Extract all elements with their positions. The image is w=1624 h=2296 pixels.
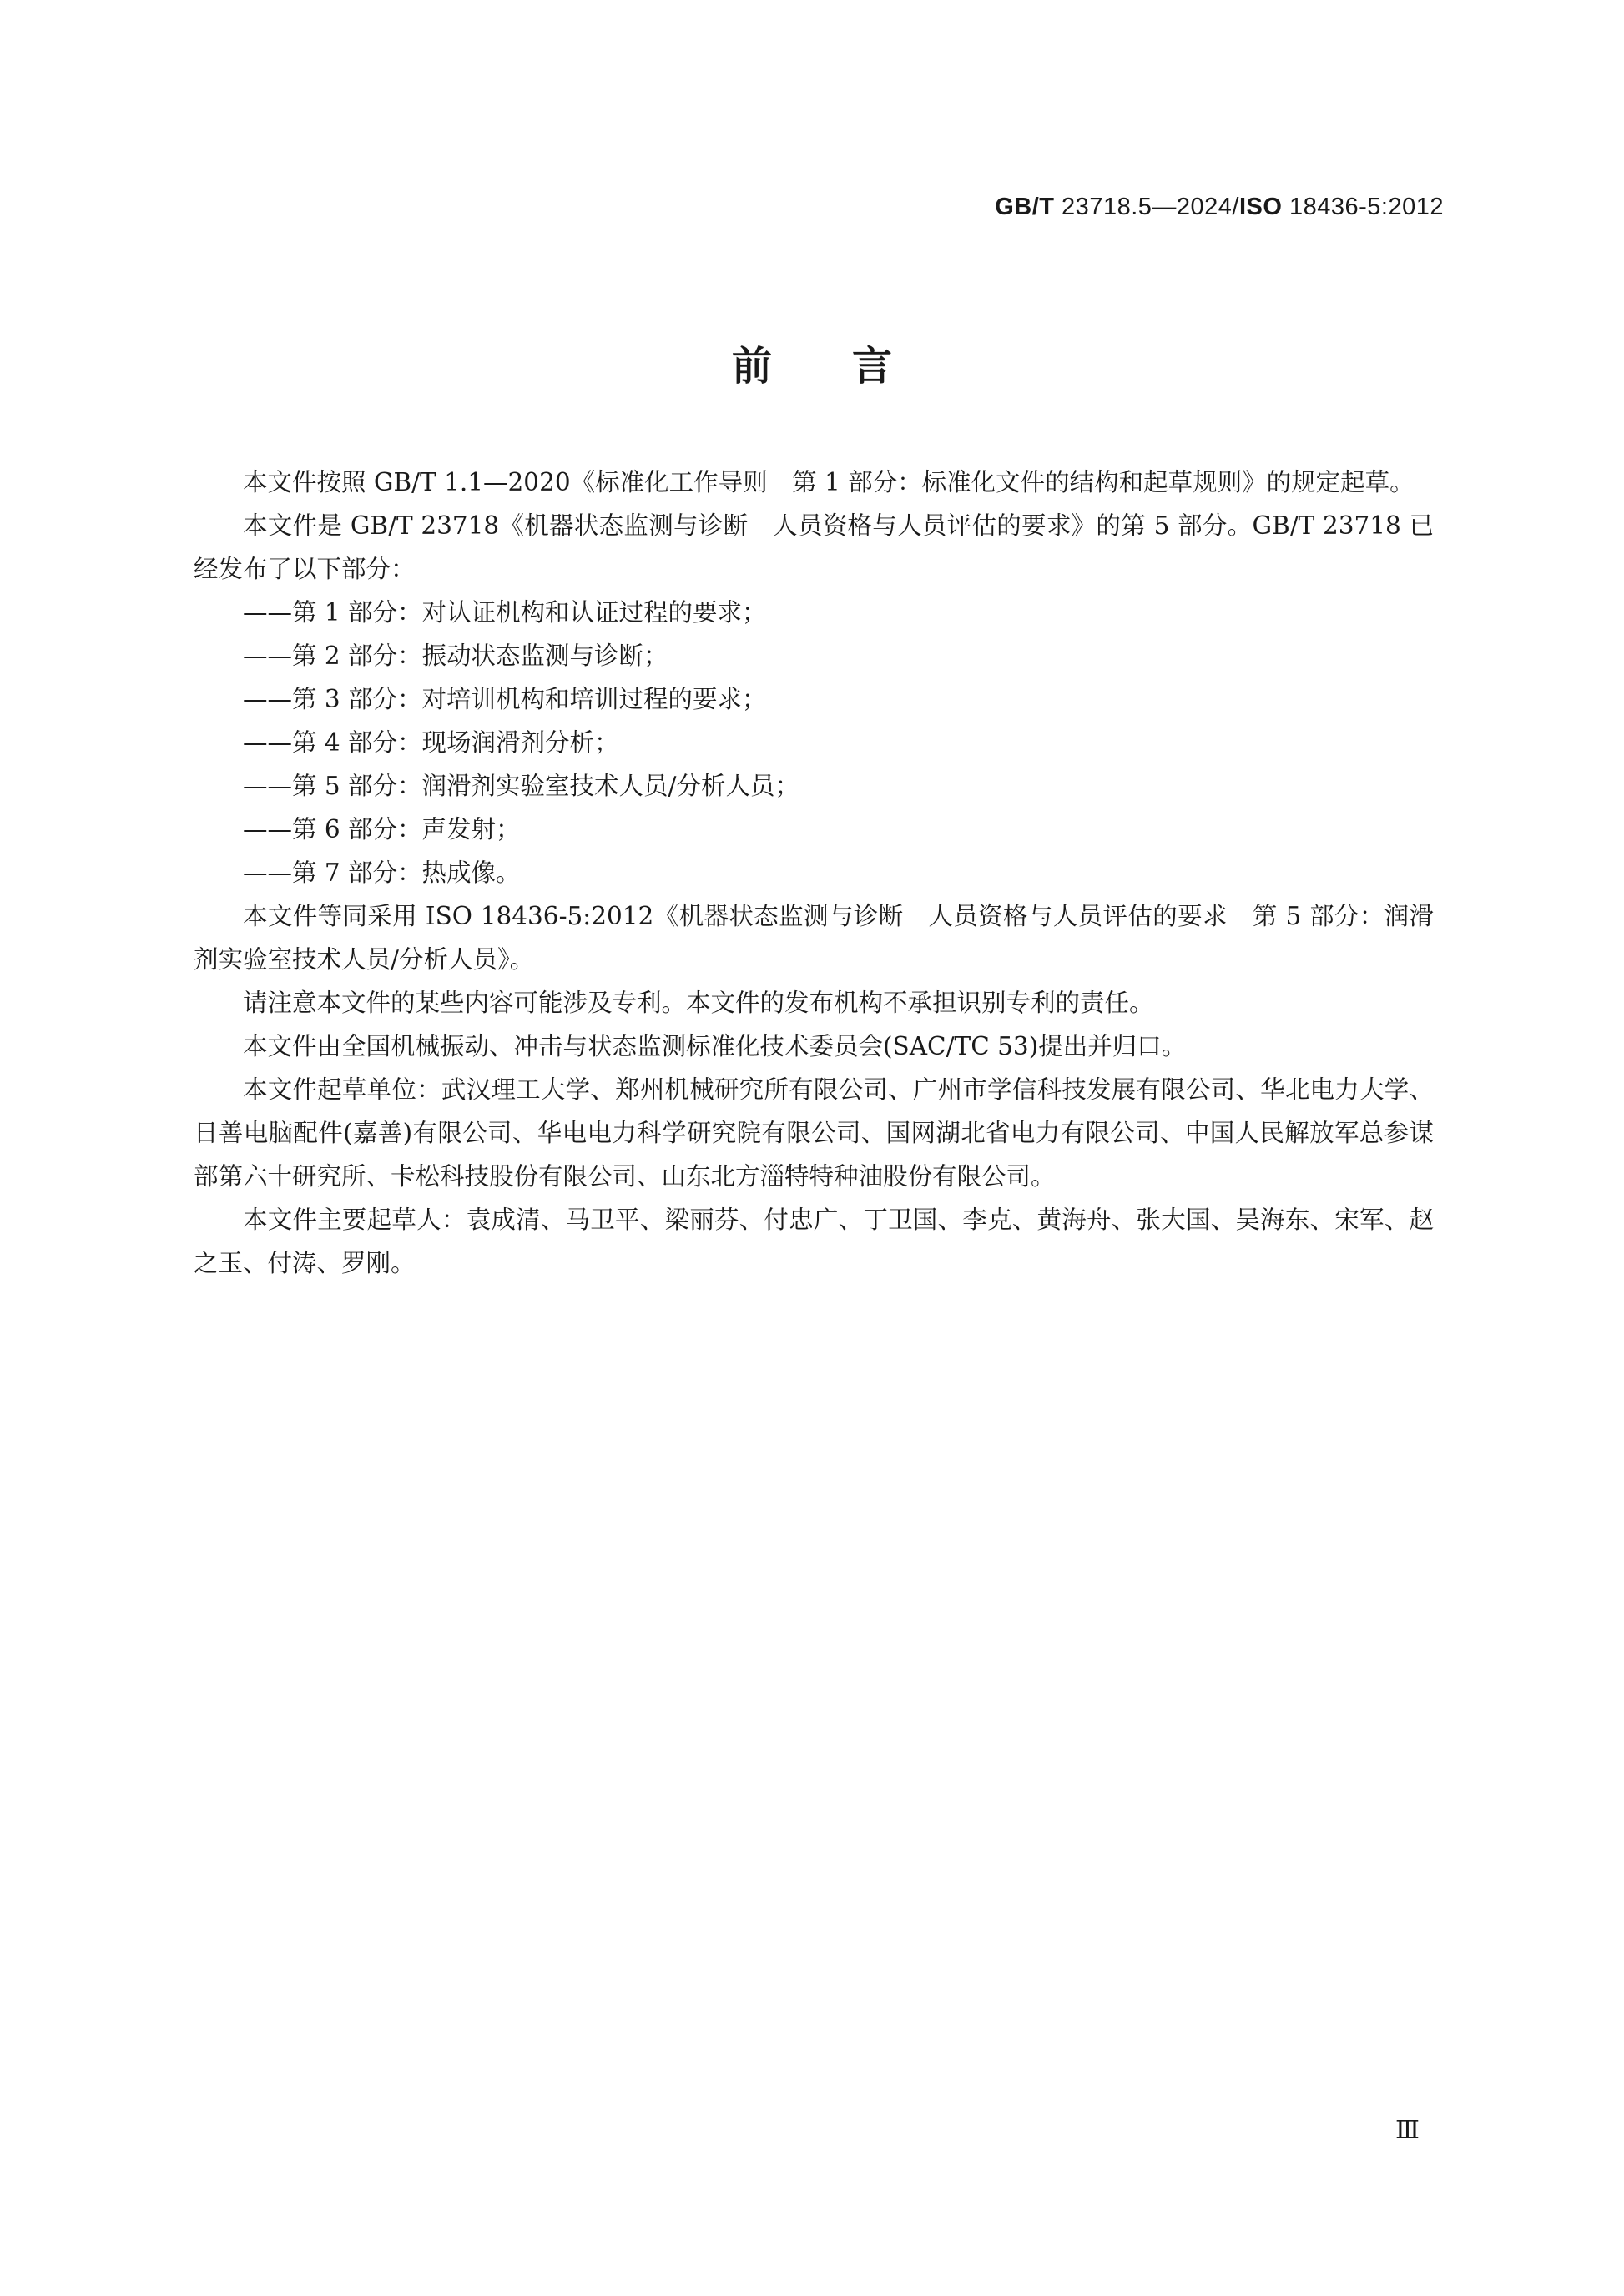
paragraph-series-intro: 本文件是 GB/T 23718《机器状态监测与诊断 人员资格与人员评估的要求》的第 5 部分。GB/T 23718 已经发布了以下部分： [194, 511, 1434, 583]
page-title: 前言 [731, 343, 972, 390]
paragraph-drafting-units: 本文件起草单位：武汉理工大学、郑州机械研究所有限公司、广州市学信科技发展有限公司、华北电力大学、日善电脑配件(嘉善)有限公司、华电电力科学研究院有限公司、国网湖北省电力有限公司、中国人民解放军总参谋部第六十研究所、卡松科技股份有限公司、山东北方淄特特种油股份有限公司。 [194, 1075, 1434, 1191]
list-item-part-5: ——第 5 部分：润滑剂实验室技术人员/分析人员； [243, 772, 799, 800]
paragraph-iso-equivalence: 本文件等同采用 ISO 18436-5:2012《机器状态监测与诊断 人员资格与人员评估的要求 第 5 部分：润滑剂实验室技术人员/分析人员》。 [194, 902, 1434, 974]
iso-prefix: ISO [1238, 194, 1283, 220]
list-item-part-4: ——第 4 部分：现场润滑剂分析； [243, 728, 619, 757]
list-item-part-3: ——第 3 部分：对培训机构和培训过程的要求； [243, 685, 767, 713]
list-item-part-7: ——第 7 部分：热成像。 [243, 858, 521, 887]
page-number: Ⅲ [1395, 2117, 1420, 2144]
paragraph-drafting-rules: 本文件按照 GB/T 1.1—2020《标准化工作导则 第 1 部分：标准化文件的结构和起草规则》的规定起草。 [243, 468, 1415, 496]
preface-body [194, 461, 1434, 1285]
gb-prefix: GB/T [995, 194, 1055, 220]
iso-number: 18436-5:2012 [1282, 194, 1444, 220]
list-item-part-2: ——第 2 部分：振动状态监测与诊断； [243, 642, 668, 670]
gb-number: 23718.5—2024/ [1054, 194, 1239, 220]
list-item-part-1: ——第 1 部分：对认证机构和认证过程的要求； [243, 598, 767, 627]
paragraph-patent-notice: 请注意本文件的某些内容可能涉及专利。本文件的发布机构不承担识别专利的责任。 [243, 989, 1154, 1017]
list-item-part-6: ——第 6 部分：声发射； [243, 815, 521, 843]
paragraph-committee: 本文件由全国机械振动、冲击与状态监测标准化技术委员会(SAC/TC 53)提出并归口。 [243, 1032, 1187, 1060]
paragraph-drafters: 本文件主要起草人：袁成清、马卫平、梁丽芬、付忠广、丁卫国、李克、黄海舟、张大国、吴海东、宋军、赵之玉、付涛、罗刚。 [194, 1206, 1434, 1277]
standard-code-header [995, 194, 1444, 221]
